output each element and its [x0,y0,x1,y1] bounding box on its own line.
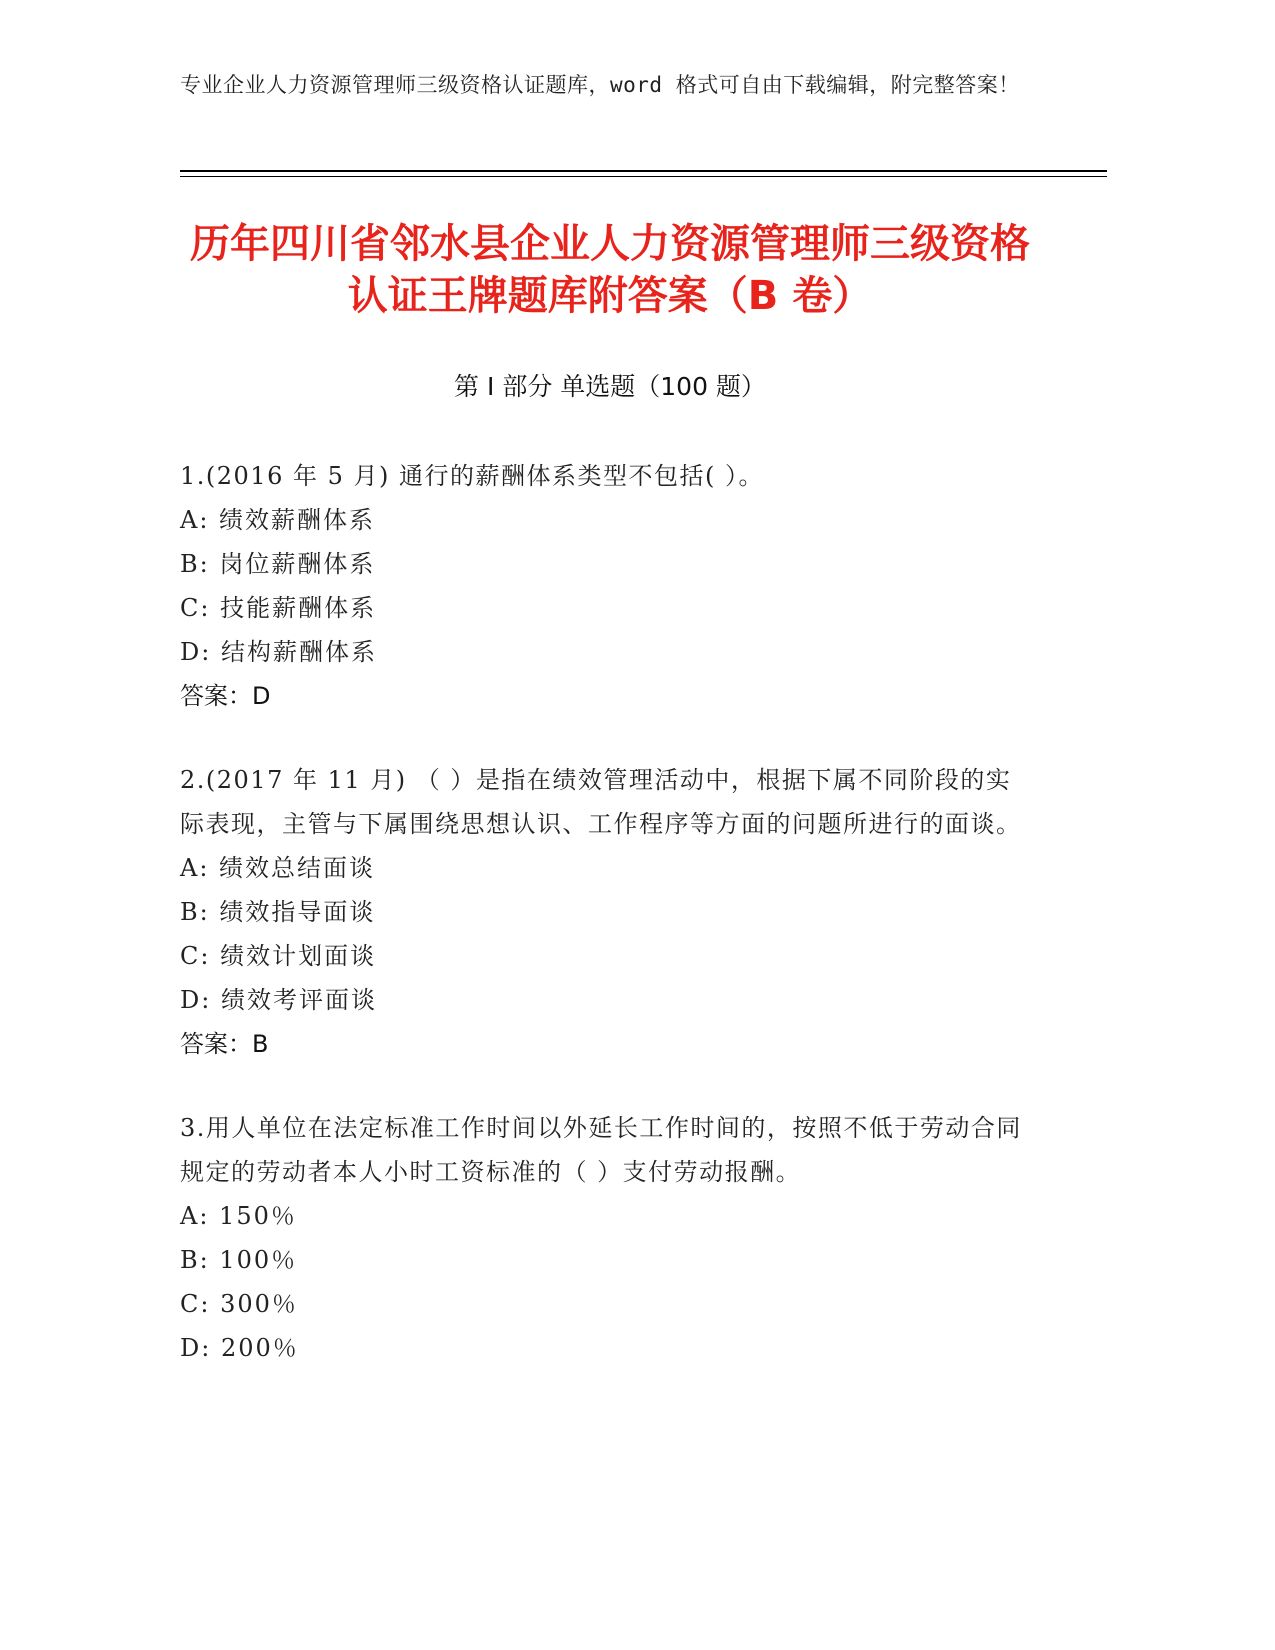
question-2 [180,758,1030,1066]
option-d: D: 结构薪酬体系 [180,638,377,666]
option-a: A: 绩效薪酬体系 [180,506,376,534]
option-c: C: 300％ [180,1290,298,1318]
section-title: 第 I 部分 单选题（100 题） [454,372,766,401]
option-b: B: 绩效指导面谈 [180,898,376,926]
question-3 [180,1106,1030,1370]
document-title: 历年四川省邻水县企业人力资源管理师三级资格认证王牌题库附答案（B 卷） [190,221,1030,319]
option-c: C: 绩效计划面谈 [180,942,377,970]
question-1 [180,454,1030,718]
question-list [180,454,1030,1410]
question-stem: 3.用人单位在法定标准工作时间以外延长工作时间的，按照不低于劳动合同规定的劳动者本人小时工资标准的（ ）支付劳动报酬。 [180,1114,1022,1186]
header-divider-thin [180,176,1107,177]
option-a: A: 150％ [180,1202,297,1230]
option-b: B: 100％ [180,1246,298,1274]
question-stem: 1.(2016 年 5 月) 通行的薪酬体系类型不包括( ）。 [180,462,764,490]
header-divider-thick [180,170,1107,172]
option-d: D: 200％ [180,1334,299,1362]
answer: 答案：D [180,682,271,710]
question-stem: 2.(2017 年 11 月) （ ）是指在绩效管理活动中，根据下属不同阶段的实际表现，主管与下属围绕思想认识、工作程序等方面的问题所进行的面谈。 [180,766,1022,838]
option-a: A: 绩效总结面谈 [180,854,376,882]
option-b: B: 岗位薪酬体系 [180,550,376,578]
option-d: D: 绩效考评面谈 [180,986,377,1014]
header-note: 专业企业人力资源管理师三级资格认证题库，word 格式可自由下载编辑，附完整答案！ [180,73,1020,97]
answer: 答案：B [180,1030,269,1058]
option-c: C: 技能薪酬体系 [180,594,377,622]
